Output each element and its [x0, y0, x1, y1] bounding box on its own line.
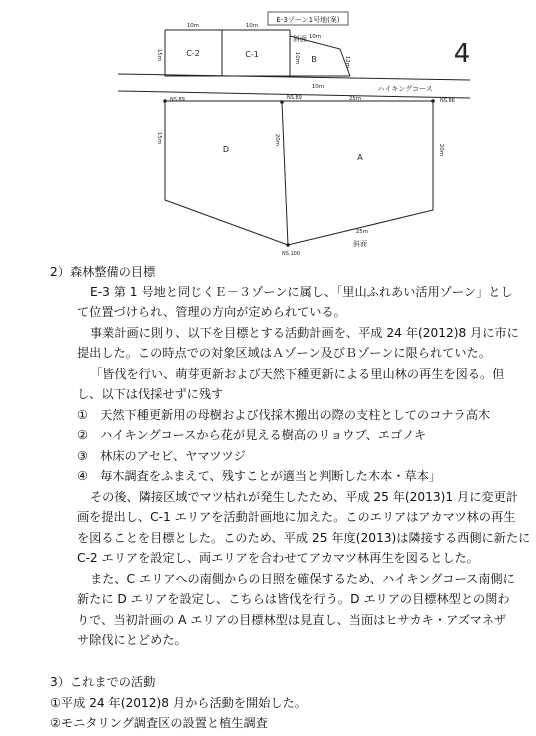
- list-item-2: ② ハイキングコースから花が見える樹高のリョウブ、エゴノキ: [77, 428, 427, 442]
- quote-line2: し、以下は伐採せずに残す: [77, 387, 224, 401]
- section-2-heading: 2）森林整備の目標: [50, 265, 156, 279]
- dim-a-top: 25m: [348, 96, 362, 102]
- quote-line1: 「皆伐を行い、萌芽更新および天然下種更新による里山林の再生を図る。但: [90, 367, 505, 381]
- para4-line2: 新たに D エリアを設定し、こちらは皆伐を行う。D エリアの目標林型との関わ: [77, 592, 510, 606]
- page-number: 4: [453, 39, 471, 69]
- area-label-c2: C-2: [186, 49, 200, 58]
- dim-c2-top: 10m: [186, 23, 200, 29]
- dim-d-mid: 20m: [274, 133, 280, 147]
- list-item-1: ① 天然下種更新用の母樹および伐採木搬出の際の支柱としてのコナラ高木: [77, 408, 491, 422]
- dim-a-right: 20m: [438, 143, 444, 157]
- area-label-d: D: [222, 145, 230, 154]
- para2-line2: 提出した。この時点での対象区域はＡゾーン及びＢゾーンに限られていた。: [77, 346, 491, 360]
- d-a-divider: [282, 102, 288, 245]
- para3-line4: C-2 エリアを設定し、両エリアを合わせてアカマツ林再生を図るとした。: [77, 551, 479, 565]
- para4-line1: また、C エリアへの南側からの日照を確保するため、ハイキングコース南側に: [90, 572, 515, 586]
- list-item-4: ④ 毎木調査をふまえて、残すことが適当と判断した木本・草本」: [77, 469, 442, 483]
- para4-line4: サ除伐にとどめた。: [77, 633, 187, 647]
- para3-line1: その後、隣接区域でマツ枯れが発生したため、平成 25 年(2013)1 月に変更計: [90, 490, 518, 504]
- list-item-3: ③ 林床のアセビ、ヤマツツジ: [77, 449, 246, 463]
- dim-b-right: 12m: [344, 55, 350, 69]
- para4-line3: りで、当初計画の A エリアの目標林型は見直し、当面はヒサカキ・アズマネザ: [77, 613, 507, 627]
- plot-da-outline: [165, 101, 433, 245]
- dim-c1-top: 10m: [245, 23, 259, 29]
- para1-line1: E-3 第 1 号地と同じくＥ－３ゾーンに属し、「里山ふれあい活用ゾーン」とし: [90, 285, 513, 299]
- site-map: [0, 0, 536, 260]
- dim-road: 10m: [311, 84, 325, 90]
- para1-line2: て位置づけられ、管理の方向が定められている。: [77, 305, 346, 319]
- road-line-upper: [118, 74, 470, 80]
- area-label-c1: C-1: [245, 50, 259, 59]
- survey-point-nw-label: NS.89: [170, 97, 185, 103]
- dim-b-side: 10m: [294, 51, 300, 65]
- para2-line1: 事業計画に則り、以下を目標とする活動計画を、平成 24 年(2012)8 月に市に: [90, 326, 519, 340]
- lower-plots: [165, 101, 433, 245]
- section-3-heading: 3）これまでの活動: [50, 675, 156, 689]
- activity-item-1: ①平成 24 年(2012)8 月から活動を開始した。: [50, 696, 307, 710]
- dim-b-top: 10m: [308, 34, 322, 40]
- area-label-a: A: [357, 153, 363, 162]
- para3-line3: を図ることを目標とした。このため、平成 25 年度(2013)は隣接する西側に新たに: [77, 531, 531, 545]
- dim-d-left: 15m: [156, 131, 162, 145]
- para3-line2: 画を提出し、C-1 エリアを活動計画地に加えた。このエリアはアカマツ林の再生: [77, 510, 516, 524]
- map-title: E-3ゾーン1号地(案): [276, 16, 340, 24]
- slope-label-bottom: 斜面: [353, 240, 367, 248]
- survey-point-bottom-label: NS.100: [282, 251, 301, 257]
- dim-c2-side: 15m: [156, 48, 162, 62]
- activity-item-2: ②モニタリング調査区の設置と植生調査: [50, 716, 268, 730]
- slope-label-top: 斜面: [293, 35, 307, 43]
- hiking-course-label: ハイキングコース: [377, 85, 433, 93]
- survey-point-mid-label: NS.89: [287, 95, 302, 101]
- survey-point-ne-label: NS.86: [440, 98, 455, 104]
- dim-a-bottom: 25m: [355, 229, 369, 235]
- area-label-b: B: [311, 55, 317, 64]
- site-map-drawing: [0, 0, 536, 260]
